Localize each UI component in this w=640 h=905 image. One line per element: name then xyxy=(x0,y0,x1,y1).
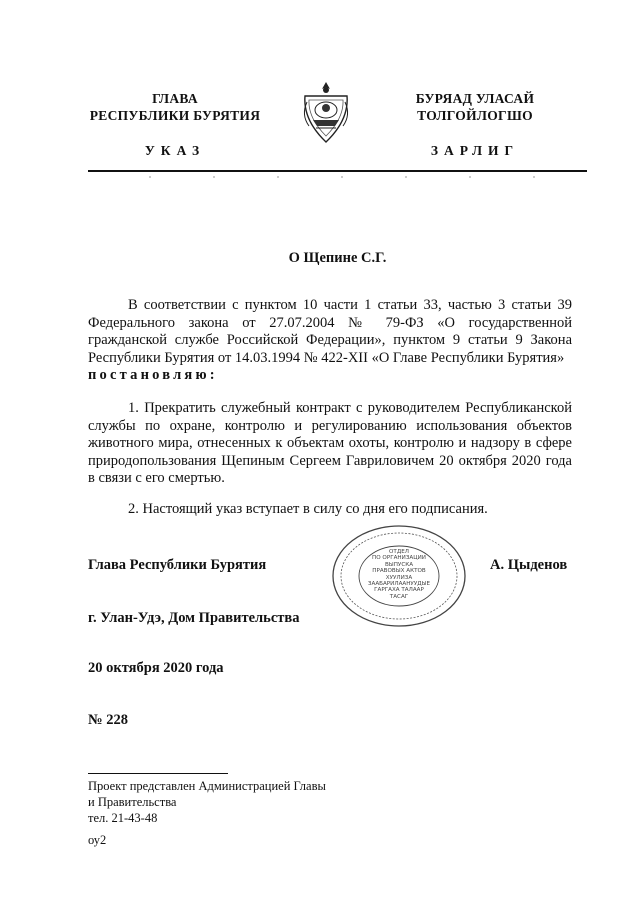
page-title: О Щепине С.Г. xyxy=(288,250,387,266)
footer-code: оу2 xyxy=(88,833,107,847)
preamble xyxy=(88,297,572,385)
item-1 xyxy=(88,400,572,488)
preamble-text: В соответствии с пунктом 10 части 1 статьи 33, частью 3 статьи 39 Федерального закона от 27.07.2004 № 79-ФЗ «О государственной гражданской службе Российской Федерации», пунктом 9 статьи 9 Закона Республики Бурятия от 14.03.1994 № 422-XII «О Главе Республики Бурятия» xyxy=(88,297,572,366)
header-dotted-line xyxy=(88,174,587,180)
decree-word: постановляю: xyxy=(88,367,218,384)
signatory-position: Глава Республики Бурятия xyxy=(88,557,267,573)
doc-type-left: УКАЗ xyxy=(144,143,206,158)
decree-number: № 228 xyxy=(88,712,128,728)
doc-type-right: ЗАРЛИГ xyxy=(430,143,520,158)
stamp-inner-text: ОТДЕЛ ПО ОРГАНИЗАЦИИ ВЫПУСКА ПРАВОВЫХ АКТОВ ХУУЛИЗА ЗААБАРИЛААНУУДЫЕ ГАРГАХА ТАЛААР ТАСАГ xyxy=(367,549,431,600)
header-left xyxy=(80,90,270,124)
footer-note xyxy=(88,778,326,848)
item-2 xyxy=(88,501,572,519)
footer-line2: и Правительства xyxy=(88,795,177,809)
header-right xyxy=(380,90,570,124)
footer-phone: тел. 21-43-48 xyxy=(88,811,158,825)
signing-place: г. Улан-Удэ, Дом Правительства xyxy=(88,610,300,626)
official-stamp xyxy=(330,524,468,628)
footer-line1: Проект представлен Администрацией Главы xyxy=(88,779,326,793)
item-1-text: 1. Прекратить служебный контракт с руководителем Республиканской службы по охране, контролю и регулированию использования объектов животного мира, отнесенных к объектам охоты, контролю и надзору в сфере природопользования Щепиным Сергеем Гавриловичем 20 октября 2020 года в связи с его смертью. xyxy=(88,400,572,487)
header-right-line1: БУРЯАД УЛАСАЙ xyxy=(415,91,535,106)
item-2-text: 2. Настоящий указ вступает в силу со дня его подписания. xyxy=(128,501,488,517)
header-left-line2: РЕСПУБЛИКИ БУРЯТИЯ xyxy=(89,108,261,123)
signing-date: 20 октября 2020 года xyxy=(88,660,224,676)
signatory-name: А. Цыденов xyxy=(490,557,568,573)
emblem-icon xyxy=(299,80,353,146)
header-left-line1: ГЛАВА xyxy=(152,91,198,106)
header-right-line2: ТОЛГОЙЛОГШО xyxy=(417,108,533,123)
header-divider xyxy=(88,170,587,172)
footer-divider xyxy=(88,773,228,774)
